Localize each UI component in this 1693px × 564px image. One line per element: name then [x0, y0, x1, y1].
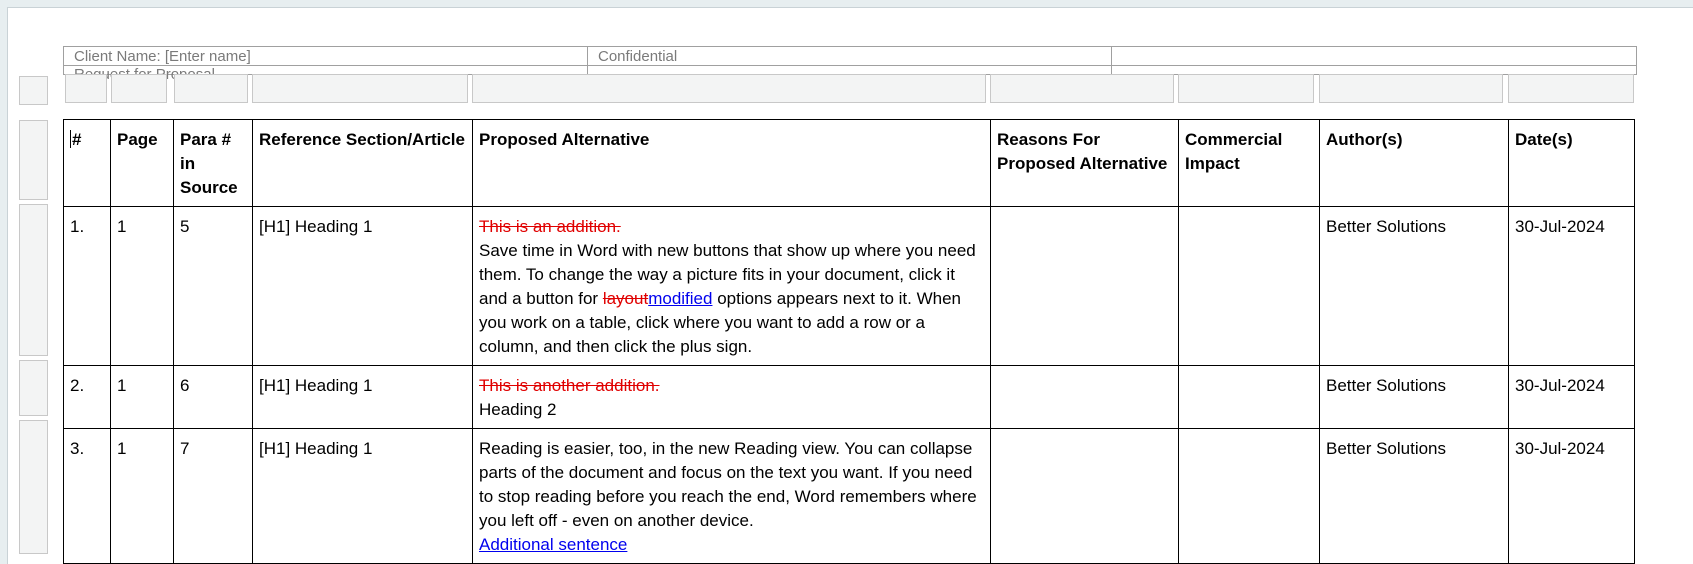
- cell-date[interactable]: 30-Jul-2024: [1509, 207, 1635, 366]
- column-handle-num[interactable]: [65, 74, 107, 103]
- cell-date[interactable]: 30-Jul-2024: [1509, 429, 1635, 564]
- cell-date[interactable]: 30-Jul-2024: [1509, 366, 1635, 429]
- tracked-deletion[interactable]: This is another addition.: [479, 376, 660, 395]
- cell-proposed[interactable]: [473, 429, 991, 564]
- tracked-deletion-word[interactable]: layout: [602, 289, 649, 308]
- comments-table: [63, 119, 1635, 564]
- cell-impact[interactable]: [1179, 207, 1320, 366]
- cell-page[interactable]: 1: [111, 429, 174, 564]
- col-header-date[interactable]: Date(s): [1509, 120, 1635, 207]
- tracked-deletion[interactable]: This is an addition.: [479, 217, 621, 236]
- cell-num[interactable]: 3.: [64, 429, 111, 564]
- header-empty-cell[interactable]: [1112, 47, 1637, 66]
- confidential-cell[interactable]: [588, 47, 1112, 66]
- cell-impact[interactable]: [1179, 366, 1320, 429]
- client-name-text: Client Name: [Enter name]: [74, 47, 251, 65]
- column-handle-reasons[interactable]: [990, 74, 1174, 103]
- column-handle-date[interactable]: [1508, 74, 1634, 103]
- column-handle-reference[interactable]: [252, 74, 468, 103]
- cell-para[interactable]: 6: [174, 366, 253, 429]
- cell-para[interactable]: 7: [174, 429, 253, 564]
- proposed-text: Save time in Word with new buttons that show up where you need them. To change the way a picture fits in your document, click it and a button for layoutmodified options appears next to it. When you work on a table, click where you want to add a row or a column, and then click the plus sign.: [479, 241, 976, 356]
- row-handle-2[interactable]: [19, 360, 48, 416]
- table-row: [64, 366, 1635, 429]
- col-header-page[interactable]: Page: [111, 120, 174, 207]
- col-header-reference[interactable]: Reference Section/Article: [253, 120, 473, 207]
- col-header-proposed[interactable]: Proposed Alternative: [473, 120, 991, 207]
- tracked-insertion[interactable]: Additional sentence: [479, 535, 628, 554]
- cell-reasons[interactable]: [991, 429, 1179, 564]
- cell-reference[interactable]: [H1] Heading 1: [253, 429, 473, 564]
- col-header-author[interactable]: Author(s): [1320, 120, 1509, 207]
- cell-reasons[interactable]: [991, 207, 1179, 366]
- cell-impact[interactable]: [1179, 429, 1320, 564]
- cell-reasons[interactable]: [991, 366, 1179, 429]
- col-header-impact[interactable]: Commercial Impact: [1179, 120, 1320, 207]
- column-handle-proposed[interactable]: [472, 74, 986, 103]
- table-select-handle[interactable]: [19, 76, 48, 105]
- cell-para[interactable]: 5: [174, 207, 253, 366]
- column-handle-author[interactable]: [1319, 74, 1503, 103]
- cell-author[interactable]: Better Solutions: [1320, 366, 1509, 429]
- column-handle-impact[interactable]: [1178, 74, 1314, 103]
- column-handle-page[interactable]: [111, 74, 167, 103]
- table-header-row: [64, 120, 1635, 207]
- proposed-text: Heading 2: [479, 400, 557, 419]
- cell-proposed[interactable]: [473, 366, 991, 429]
- cell-num[interactable]: 2.: [64, 366, 111, 429]
- table-row: [64, 429, 1635, 564]
- cell-author[interactable]: Better Solutions: [1320, 207, 1509, 366]
- row-handle-header[interactable]: [19, 120, 48, 200]
- cell-page[interactable]: 1: [111, 366, 174, 429]
- row-handle-1[interactable]: [19, 204, 48, 356]
- client-name-cell[interactable]: [64, 47, 588, 66]
- text-cursor: [70, 130, 71, 148]
- cell-reference[interactable]: [H1] Heading 1: [253, 366, 473, 429]
- cell-author[interactable]: Better Solutions: [1320, 429, 1509, 564]
- confidential-text: Confidential: [598, 47, 678, 65]
- cell-proposed[interactable]: [473, 207, 991, 366]
- tracked-insertion-word[interactable]: modified: [648, 289, 713, 308]
- table-row: [64, 207, 1635, 366]
- col-header-para[interactable]: Para # in Source: [174, 120, 253, 207]
- column-handle-para[interactable]: [174, 74, 248, 103]
- col-header-reasons[interactable]: Reasons For Proposed Alternative: [991, 120, 1179, 207]
- cell-num[interactable]: 1.: [64, 207, 111, 366]
- cell-page[interactable]: 1: [111, 207, 174, 366]
- cell-reference[interactable]: [H1] Heading 1: [253, 207, 473, 366]
- page-header-table: [63, 46, 1637, 75]
- col-header-num[interactable]: #: [64, 120, 111, 207]
- proposed-text: Reading is easier, too, in the new Reading view. You can collapse parts of the document and focus on the text you want. If you need to stop reading before you reach the end, Word remembers where you left off - even on another device.: [479, 439, 977, 530]
- row-handle-3[interactable]: [19, 420, 48, 554]
